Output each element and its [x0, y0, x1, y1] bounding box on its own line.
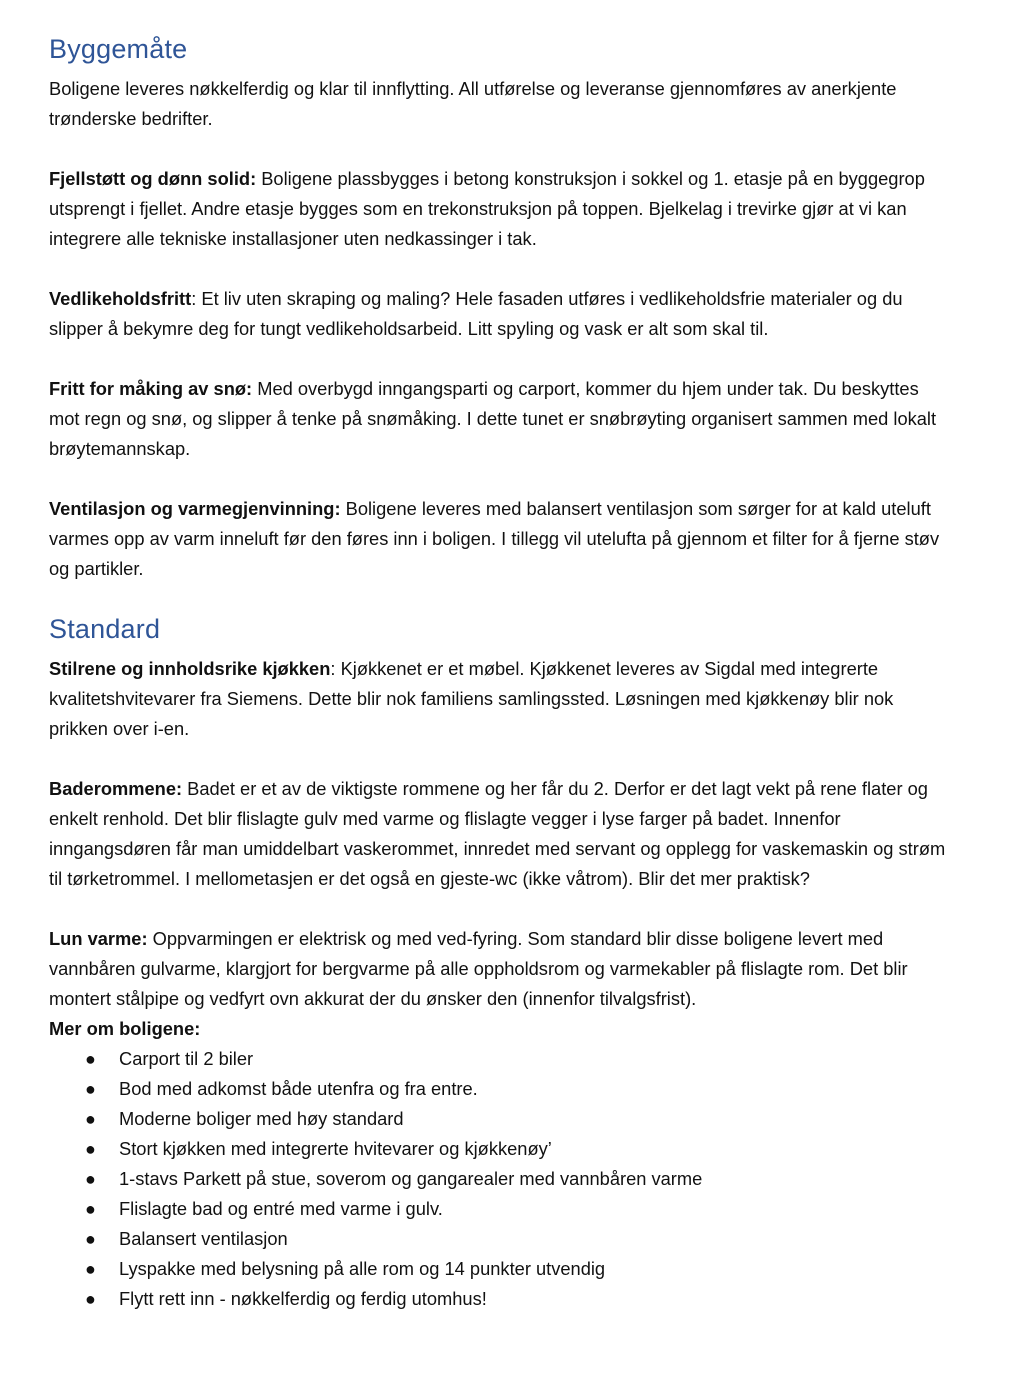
document-page	[49, 30, 949, 1314]
list-item-text: 1-stavs Parkett på stue, soverom og gangarealer med vannbåren varme	[119, 1168, 703, 1189]
bullet-icon: ●	[85, 1229, 96, 1249]
paragraph-text: Boligene plassbygges i betong konstruksjon i sokkel og 1. etasje på en byggegrop utsprengt i fjellet. Andre etasje bygges som en trekonstruksjon på toppen. Bjelkelag i trevirke gjør at vi kan integrere alle tekniske installasjoner uten nedkassinger i tak.	[49, 168, 925, 249]
paragraph-fjellstott	[49, 164, 949, 254]
list-item	[49, 1104, 949, 1134]
list-item-text: Stort kjøkken med integrerte hvitevarer og kjøkkenøy’	[119, 1138, 552, 1159]
paragraph-text: Badet er et av de viktigste rommene og her får du 2. Derfor er det lagt vekt på rene flater og enkelt renhold. Det blir flislagte gulv med varme og flislagte vegger i lyse farger på badet. Innenfor inngangsdøren får man umiddelbart vaskerommet, innredet med servant og opplegg for vaskemaskin og strøm til tørketrommel. I mellometasjen er det også en gjeste-wc (ikke våtrom). Blir det mer praktisk?	[49, 778, 946, 889]
list-item	[49, 1074, 949, 1104]
section-heading-byggemate: Byggemåte	[49, 34, 188, 64]
bullet-icon: ●	[85, 1199, 96, 1219]
features-bullet-list	[49, 1044, 949, 1314]
list-item-text: Moderne boliger med høy standard	[119, 1108, 404, 1129]
list-item	[49, 1194, 949, 1224]
paragraph-title: Ventilasjon og varmegjenvinning:	[49, 498, 341, 519]
list-item	[49, 1044, 949, 1074]
list-item-text: Flytt rett inn - nøkkelferdig og ferdig utomhus!	[119, 1288, 487, 1309]
paragraph-vedlikeholdsfritt	[49, 284, 949, 344]
paragraph-text: Boligene leveres med balansert ventilasjon som sørger for at kald uteluft varmes opp av varm inneluft før den føres inn i boligen. I tillegg vil utelufta på gjennom et filter for å fjerne støv og partikler.	[49, 498, 940, 579]
bullet-icon: ●	[85, 1049, 96, 1069]
paragraph-title: Stilrene og innholdsrike kjøkken	[49, 658, 331, 679]
section-heading-standard: Standard	[49, 614, 161, 644]
list-item	[49, 1224, 949, 1254]
bullet-icon: ●	[85, 1079, 96, 1099]
list-item	[49, 1284, 949, 1314]
intro-paragraph: Boligene leveres nøkkelferdig og klar til innflytting. All utførelse og leveranse gjennomføres av anerkjente trønderske bedrifter.	[49, 78, 897, 129]
list-item-text: Bod med adkomst både utenfra og fra entre.	[119, 1078, 478, 1099]
list-item	[49, 1134, 949, 1164]
bullet-icon: ●	[85, 1259, 96, 1279]
list-item-text: Balansert ventilasjon	[119, 1228, 288, 1249]
paragraph-ventilasjon	[49, 494, 949, 584]
list-item	[49, 1164, 949, 1194]
bullet-icon: ●	[85, 1169, 96, 1189]
paragraph-text: : Et liv uten skraping og maling? Hele fasaden utføres i vedlikeholdsfrie materialer og du slipper å bekymre deg for tungt vedlikeholdsarbeid. Litt spyling og vask er alt som skal til.	[49, 288, 903, 339]
list-item-text: Lyspakke med belysning på alle rom og 14 punkter utvendig	[119, 1258, 606, 1279]
paragraph-title: Vedlikeholdsfritt	[49, 288, 192, 309]
list-item-text: Flislagte bad og entré med varme i gulv.	[119, 1198, 443, 1219]
more-about-title-line	[49, 1014, 949, 1044]
paragraph-kjokken	[49, 654, 949, 744]
paragraph-baderommene	[49, 774, 949, 894]
paragraph-title: Fjellstøtt og dønn solid:	[49, 168, 257, 189]
paragraph-text: Oppvarmingen er elektrisk og med ved-fyring. Som standard blir disse boligene levert med vannbåren gulvarme, klargjort for bergvarme på alle oppholdsrom og varmekabler på flislagte rom. Det blir montert stålpipe og vedfyrt ovn akkurat der du ønsker den (innenfor tilvalgsfrist).	[49, 928, 908, 1009]
paragraph-title: Fritt for måking av snø:	[49, 378, 253, 399]
paragraph-lun-varme	[49, 924, 949, 1014]
paragraph-text: Med overbygd inngangsparti og carport, kommer du hjem under tak. Du beskyttes mot regn og snø, og slipper å tenke på snømåking. I dette tunet er snøbrøyting organisert sammen med lokalt brøytemannskap.	[49, 378, 937, 459]
bullet-icon: ●	[85, 1289, 96, 1309]
more-about-title: Mer om boligene:	[49, 1018, 201, 1039]
list-item	[49, 1254, 949, 1284]
paragraph-text: : Kjøkkenet er et møbel. Kjøkkenet leveres av Sigdal med integrerte kvalitetshvitevarer fra Siemens. Dette blir nok familiens samlingssted. Løsningen med kjøkkenøy blir nok prikken over i-en.	[49, 658, 894, 739]
paragraph-title: Lun varme:	[49, 928, 148, 949]
bullet-icon: ●	[85, 1109, 96, 1129]
paragraph-making-av-sno	[49, 374, 949, 464]
list-item-text: Carport til 2 biler	[119, 1048, 254, 1069]
paragraph-title: Baderommene:	[49, 778, 183, 799]
bullet-icon: ●	[85, 1139, 96, 1159]
